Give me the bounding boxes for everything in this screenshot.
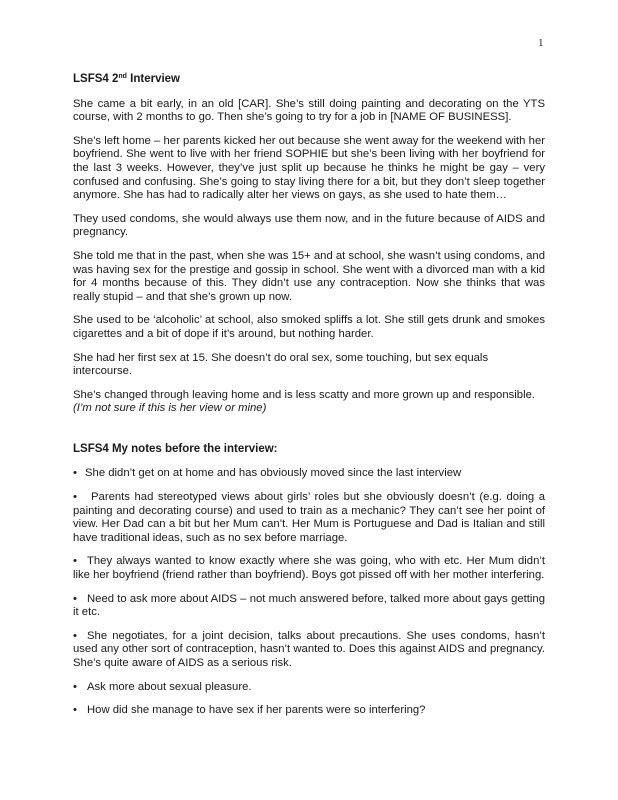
heading-superscript: nd [118,73,127,80]
bullet-icon: • [73,629,77,642]
bullet-icon: • [73,680,77,693]
bullet-icon: • [73,704,77,717]
italic-note: (I’m not sure if this is her view or mine) [73,402,267,415]
interview-paragraph: She used to be ‘alcoholic’ at school, also smoked spliffs a lot. She still gets drunk and smokes cigarettes and a bit of dope if it’s around, but nothing harder. [73,314,545,340]
note-bullet-item [73,467,545,481]
note-bullet-item [73,630,545,671]
note-text: Need to ask more about AIDS – not much answered before, talked more about gays getting it etc. [73,592,545,619]
note-text: She negotiates, for a joint decision, talks about precautions. She uses condoms, hasn’t used any other sort of contraception, hasn’t wanted to. Does this against AIDS and pregnancy. She’s quite aware of AIDS as a serious risk. [73,629,545,669]
section-divider-space [73,426,545,443]
interview-paragraph: She told me that in the past, when she was 15+ and at school, she wasn’t using condoms, and was having sex for the prestige and gossip in school. She went with a divorced man with a kid for 4 months because of this. They didn’t use any contraception. Now she thinks that was really stupid – and that she’s grown up now. [73,249,545,303]
note-text: She didn’t get on at home and has obviously moved since the last interview [85,467,462,480]
heading-prefix: LSFS4 2 [73,73,119,85]
interview-paragraph: She came a bit early, in an old [CAR]. She’s still doing painting and decorating on the YTS course, with 2 months to go. Then she’s going to try for a job in [NAME OF BUSINESS]. [73,97,545,124]
interview-paragraph-text: She’s changed through leaving home and is less scatty and more grown up and responsible. [73,388,535,401]
interview-paragraph: They used condoms, she would always use them now, and in the future because of AIDS and pregnancy. [73,212,545,239]
interview-paragraph-with-note [73,389,545,416]
bullet-icon: • [73,467,77,480]
document-body [73,73,545,728]
interview-paragraph: She’s left home – her parents kicked her out because she went away for the weekend with her boyfriend. She went to live with her friend SOPHIE but she’s been living with her boyfriend for the last 3 weeks. However, they’ve just split up because he thinks he might be gay – very confused and confusing. She’s going to stay living there for a bit, but they don’t sleep together anymore. She has had to radically alter her views on gays, as she used to hate them… [73,134,545,202]
note-bullet-item [73,491,545,545]
note-bullet-item [73,593,545,620]
interview-heading [73,73,545,87]
note-text: Ask more about sexual pleasure. [87,680,252,693]
notes-heading: LSFS4 My notes before the interview: [73,442,278,455]
page-number: 1 [538,37,544,49]
note-bullet-item [73,681,545,695]
bullet-icon: • [73,555,77,568]
note-text: They always wanted to know exactly where she was going, who with etc. Her Mum didn’t like her boyfriend (friend rather than boyfriend). Boys got pissed off with her mother interfering. [73,555,545,582]
interview-paragraph: She had her first sex at 15. She doesn’t do oral sex, some touching, but sex equals intercourse. [73,351,489,378]
bullet-icon: • [73,592,77,605]
note-bullet-item [73,704,545,718]
bullet-icon: • [73,491,77,504]
note-bullet-item [73,555,545,582]
note-text: Parents had stereotyped views about girls’ roles but she obviously doesn’t (e.g. doing a painting and decorating course) and used to train as a mechanic? They can’t see her point of view. Her Dad can a bit but her Mum can’t. Her Mum is Portuguese and Dad is Italian and still have traditional ideas, such as no sex before marriage. [73,491,545,544]
heading-suffix: Interview [126,73,181,85]
note-text: How did she manage to have sex if her parents were so interfering? [87,704,426,717]
